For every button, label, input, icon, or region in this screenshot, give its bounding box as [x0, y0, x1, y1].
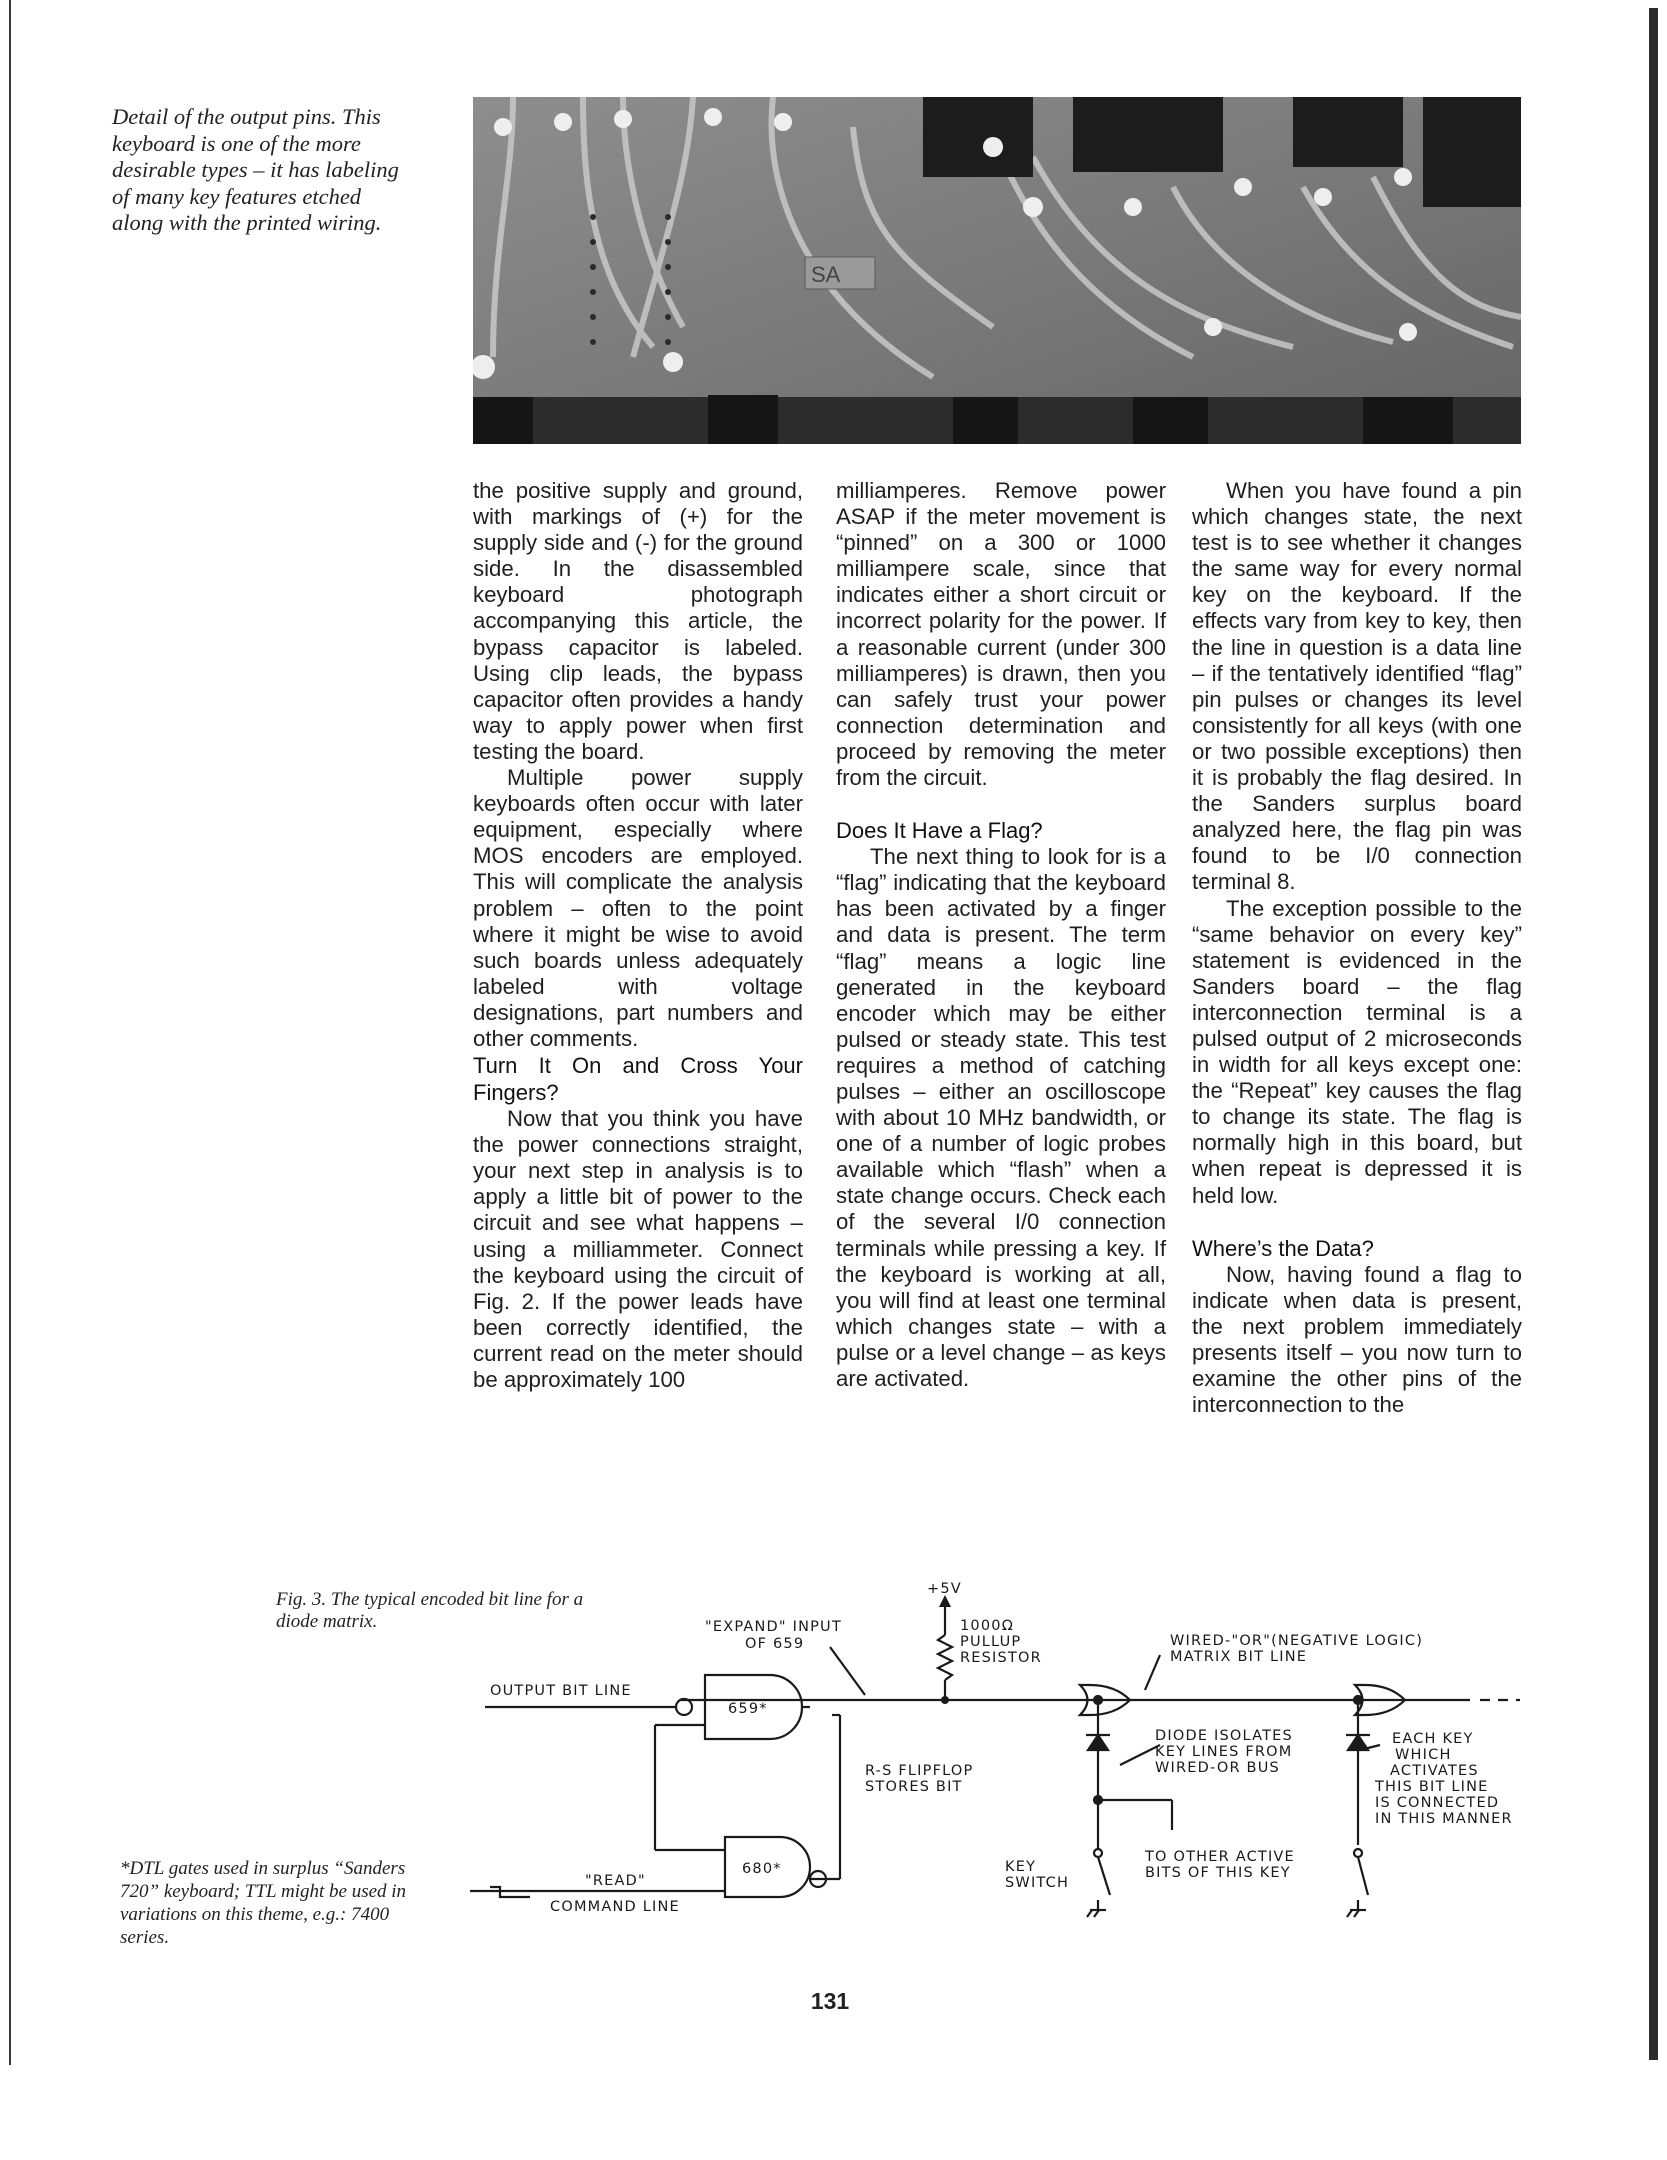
- paragraph: When you have found a pin which changes state, the next test is to see whether it changes the same way for every normal key on the keyboard. If the effects vary from key to key, then the line in question is a data line – if the tentatively identified “flag” pin pulses or changes its level consistently for all keys (with one or two possible exceptions) then it is probably the flag desired. In the Sanders surplus board analyzed here, the flag pin was found to be I/0 connection terminal 8.: [1192, 478, 1522, 895]
- other-bits-label: BITS OF THIS KEY: [1145, 1865, 1291, 1881]
- supply-voltage-label: +5V: [927, 1581, 962, 1597]
- each-key-label: IS CONNECTED: [1375, 1795, 1500, 1811]
- diode-note-label: KEY LINES FROM: [1155, 1744, 1293, 1760]
- paragraph: milliamperes. Remove power ASAP if the meter movement is “pinned” on a 300 or 1000 milliampere scale, since that indicates either a short circuit or incorrect polarity for the power. If a reasonable current (under 300 milliamperes) is drawn, then you can safely trust your power connection determination and proceed by removing the meter from the circuit.: [836, 478, 1166, 791]
- paragraph: Now that you think you have the power connections straight, your next step in analysis is to apply a little bit of power to the circuit and see what happens – using a milliammeter. Connect the keyboard using the circuit of Fig. 2. If the power leads have been correctly identified, the current read on the meter should be approximately 100: [473, 1106, 803, 1392]
- output-bit-line-label: OUTPUT BIT LINE: [490, 1683, 632, 1699]
- command-line-label: COMMAND LINE: [550, 1899, 680, 1915]
- wired-or-label: WIRED-"OR"(NEGATIVE LOGIC): [1170, 1633, 1424, 1649]
- flipflop-label: STORES BIT: [865, 1779, 963, 1795]
- flipflop-label: R-S FLIPFLOP: [865, 1763, 974, 1779]
- gate-659-label: 659*: [728, 1701, 768, 1717]
- paragraph: Now, having found a flag to indicate when data is present, the next problem immediately presents itself – you now turn to examine the other pins of the interconnection to the: [1192, 1261, 1522, 1418]
- paragraph: Multiple power supply keyboards often occur with later equipment, especially where MOS encoders are employed. This will complicate the analysis problem – often to the point where it might be wise to avoid such boards unless adequately labeled with voltage designations, part numbers and other comments.: [473, 765, 803, 1051]
- right-margin-rule: [1649, 8, 1658, 2060]
- diode-note-label: WIRED-OR BUS: [1155, 1760, 1280, 1776]
- circuit-board-image: [473, 97, 1521, 444]
- expand-input-label: "EXPAND" INPUT: [705, 1619, 842, 1635]
- text-column-1: [473, 478, 803, 1393]
- text-column-2: [836, 478, 1166, 1392]
- gate-680-label: 680*: [742, 1861, 782, 1877]
- left-margin-rule: [9, 0, 11, 2065]
- section-heading: Turn It On and Cross Your Fingers?: [473, 1053, 803, 1106]
- each-key-label: ACTIVATES: [1390, 1763, 1479, 1779]
- other-bits-label: TO OTHER ACTIVE: [1145, 1849, 1295, 1865]
- pullup-label: RESISTOR: [960, 1650, 1042, 1666]
- expand-input-label: OF 659: [745, 1636, 805, 1652]
- each-key-label: THIS BIT LINE: [1375, 1779, 1489, 1795]
- text-column-3: [1192, 478, 1522, 1418]
- read-command-label: "READ": [585, 1873, 646, 1889]
- footnote: *DTL gates used in surplus “Sanders 720” keyboard; TTL might be used in variations on this theme, e.g.: 7400 series.: [120, 1858, 407, 1948]
- page-number: 131: [810, 1988, 850, 2014]
- diode-note-label: DIODE ISOLATES: [1155, 1728, 1293, 1744]
- pullup-value-label: 1000Ω: [960, 1618, 1014, 1634]
- figure-caption: Fig. 3. The typical encoded bit line for a diode matrix.: [276, 1589, 584, 1632]
- key-switch-label: SWITCH: [1005, 1875, 1070, 1891]
- each-key-label: IN THIS MANNER: [1375, 1811, 1513, 1827]
- each-key-label: WHICH: [1395, 1747, 1452, 1763]
- paragraph: The exception possible to the “same behavior on every key” statement is evidenced in the Sanders board – the flag interconnection terminal is a pulsed output of 2 microseconds in width for all keys except one: the “Repeat” key causes the flag to change its state. The flag is normally high in this board, but when repeat is depressed it is held low.: [1192, 895, 1522, 1208]
- diode-matrix-circuit-diagram: [470, 1575, 1530, 1950]
- each-key-label: EACH KEY: [1392, 1731, 1474, 1747]
- circuit-board-photo: [473, 97, 1521, 444]
- paragraph: The next thing to look for is a “flag” indicating that the keyboard has been activated by a finger and data is present. The term “flag” means a logic line generated in the keyboard encoder which may be either pulsed or steady state. This test requires a method of catching pulses – either an oscilloscope with about 10 MHz bandwidth, or one of a number of logic probes available which “flash” when a state change occurs. Check each of the several I/0 connection terminals while pressing a key. If the keyboard is working at all, you will find at least one terminal which changes state – with a pulse or a level change – as keys are activated.: [836, 844, 1166, 1391]
- section-heading: Where’s the Data?: [1192, 1235, 1374, 1261]
- pullup-label: PULLUP: [960, 1634, 1022, 1650]
- paragraph: the positive supply and ground, with markings of (+) for the supply side and (-) for the ground side. In the disassembled keyboard photograph accompanying this article, the bypass capacitor is labeled. Using clip leads, the bypass capacitor often provides a handy way to apply power when first testing the board.: [473, 478, 803, 764]
- key-switch-label: KEY: [1005, 1859, 1037, 1875]
- section-heading: Does It Have a Flag?: [836, 818, 1043, 844]
- board-label: SA: [811, 262, 841, 287]
- wired-or-label: MATRIX BIT LINE: [1170, 1649, 1308, 1665]
- photo-caption: Detail of the output pins. This keyboard is one of the more desirable types – it has labeling of many key features etched along with the printed wiring.: [112, 104, 399, 235]
